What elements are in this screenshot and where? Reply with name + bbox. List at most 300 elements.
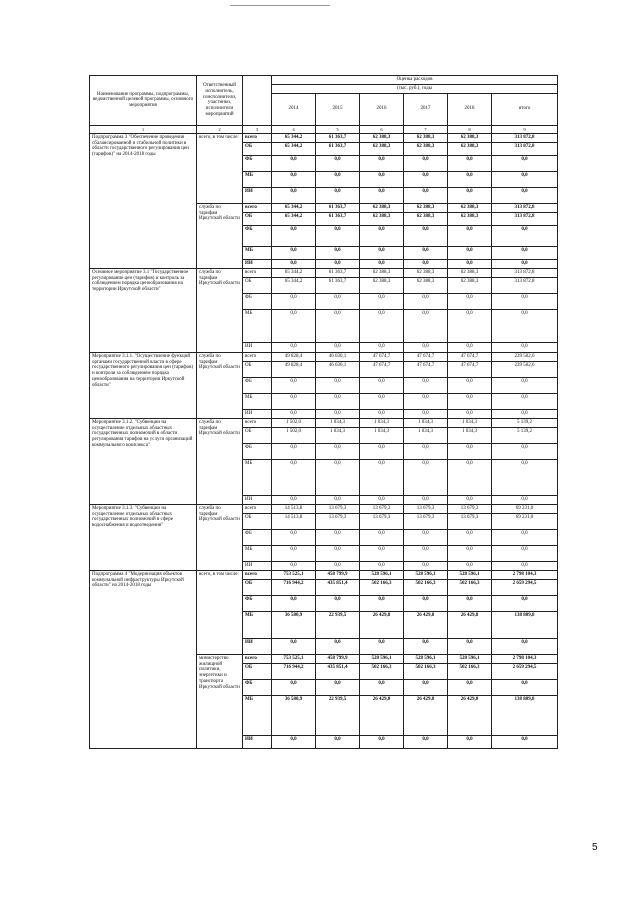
amount-cell: 0,0: [492, 309, 558, 342]
funding-source: МБ: [243, 545, 272, 561]
amount-cell: 0,0: [448, 293, 492, 309]
amount-cell: 13 679,3: [404, 504, 448, 513]
amount-cell: 62 388,3: [360, 268, 404, 277]
amount-cell: 528 596,1: [404, 570, 448, 579]
amount-cell: 0,0: [492, 377, 558, 393]
funding-source: ОБ: [243, 142, 272, 155]
program-name: Подпрограмма 3 "Обеспечение проведения сбалансированной и стабильной политики в области государственного регулирования цен (тарифов)" на 2014-2018 годы: [90, 133, 197, 268]
funding-source: всего: [243, 352, 272, 361]
amount-cell: 0,0: [316, 679, 360, 695]
header-year: 2016: [360, 93, 404, 125]
amount-cell: 0,0: [272, 679, 316, 695]
amount-cell: 47 674,7: [360, 361, 404, 377]
amount-cell: 0,0: [360, 595, 404, 611]
amount-cell: 46 630,1: [316, 352, 360, 361]
funding-source: ИИ: [243, 561, 272, 570]
amount-cell: 502 166,3: [360, 663, 404, 679]
amount-cell: 0,0: [404, 155, 448, 171]
funding-source: ИИ: [243, 342, 272, 352]
amount-cell: 26 429,8: [360, 611, 404, 638]
amount-cell: 502 166,3: [448, 579, 492, 595]
amount-cell: 0,0: [404, 679, 448, 695]
amount-cell: 47 674,7: [404, 352, 448, 361]
amount-cell: 0,0: [272, 638, 316, 654]
amount-cell: 5 139,2: [492, 427, 558, 443]
amount-cell: 0,0: [272, 342, 316, 352]
amount-cell: 13 679,3: [404, 513, 448, 529]
amount-cell: 0,0: [360, 561, 404, 570]
amount-cell: 1 034,3: [316, 427, 360, 443]
amount-cell: 0,0: [316, 187, 360, 203]
amount-cell: 0,0: [404, 309, 448, 342]
amount-cell: 239 502,6: [492, 352, 558, 361]
amount-cell: 65 344,2: [272, 142, 316, 155]
amount-cell: 313 872,8: [492, 277, 558, 293]
amount-cell: 0,0: [404, 529, 448, 545]
amount-cell: 716 944,2: [272, 579, 316, 595]
table-row: [90, 352, 558, 361]
amount-cell: 65 344,2: [272, 133, 316, 142]
amount-cell: 0,0: [404, 595, 448, 611]
amount-cell: 0,0: [272, 495, 316, 504]
amount-cell: 62 388,3: [404, 142, 448, 155]
amount-cell: 0,0: [492, 393, 558, 409]
amount-cell: 0,0: [360, 187, 404, 203]
amount-cell: 0,0: [448, 638, 492, 654]
amount-cell: 528 596,1: [404, 654, 448, 663]
amount-cell: 0,0: [404, 459, 448, 495]
amount-cell: 65 344,2: [272, 268, 316, 277]
amount-cell: 0,0: [448, 679, 492, 695]
executor: служба по тарифам Иркутской области: [197, 504, 243, 570]
header-year: 2017: [404, 93, 448, 125]
amount-cell: 0,0: [492, 171, 558, 187]
amount-cell: 0,0: [448, 155, 492, 171]
amount-cell: 716 944,2: [272, 663, 316, 679]
amount-cell: 0,0: [448, 342, 492, 352]
table-row: [90, 133, 558, 142]
amount-cell: 313 872,8: [492, 203, 558, 212]
amount-cell: 0,0: [316, 155, 360, 171]
amount-cell: 0,0: [360, 225, 404, 246]
funding-source: ФБ: [243, 155, 272, 171]
amount-cell: 61 363,7: [316, 212, 360, 225]
amount-cell: 62 388,3: [448, 142, 492, 155]
header-estimate: Оценка расходов: [272, 76, 558, 85]
amount-cell: 313 872,8: [492, 268, 558, 277]
amount-cell: 502 166,3: [404, 663, 448, 679]
amount-cell: 0,0: [492, 342, 558, 352]
amount-cell: 0,0: [360, 393, 404, 409]
amount-cell: 47 674,7: [448, 352, 492, 361]
header-executor: Ответственный исполнитель, соисполнители, участники, исполнители мероприятий: [197, 76, 243, 126]
amount-cell: 0,0: [492, 679, 558, 695]
amount-cell: 0,0: [492, 638, 558, 654]
funding-source: ФБ: [243, 293, 272, 309]
amount-cell: 0,0: [272, 259, 316, 268]
amount-cell: 0,0: [316, 459, 360, 495]
amount-cell: 0,0: [316, 309, 360, 342]
amount-cell: 0,0: [360, 459, 404, 495]
executor: служба по тарифам Иркутской области: [197, 418, 243, 504]
amount-cell: 0,0: [492, 443, 558, 459]
funding-source: МБ: [243, 459, 272, 495]
page-number: 5: [592, 842, 598, 853]
column-index: 2: [197, 125, 243, 133]
amount-cell: 13 679,3: [316, 513, 360, 529]
executor: служба по тарифам Иркутской области: [197, 352, 243, 418]
amount-cell: 2 659 294,5: [492, 579, 558, 595]
amount-cell: 0,0: [272, 595, 316, 611]
amount-cell: 0,0: [448, 735, 492, 748]
amount-cell: 0,0: [448, 393, 492, 409]
amount-cell: 2 798 104,3: [492, 654, 558, 663]
funding-source: ИИ: [243, 735, 272, 748]
amount-cell: 0,0: [492, 409, 558, 418]
funding-source: всего: [243, 654, 272, 663]
funding-source: ОБ: [243, 212, 272, 225]
amount-cell: 0,0: [448, 246, 492, 259]
funding-source: ОБ: [243, 513, 272, 529]
amount-cell: 0,0: [360, 529, 404, 545]
amount-cell: 0,0: [316, 259, 360, 268]
amount-cell: 528 596,1: [448, 654, 492, 663]
amount-cell: 0,0: [316, 342, 360, 352]
amount-cell: 0,0: [360, 342, 404, 352]
amount-cell: 26 429,8: [404, 611, 448, 638]
amount-cell: 49 828,4: [272, 361, 316, 377]
amount-cell: 0,0: [316, 293, 360, 309]
funding-source: всего: [243, 268, 272, 277]
funding-source: МБ: [243, 171, 272, 187]
header-name: Наименование программы, подпрограммы, ведомственной целевой программы, основного мероприятия: [90, 76, 197, 126]
amount-cell: 61 363,7: [316, 277, 360, 293]
amount-cell: 65 344,2: [272, 203, 316, 212]
amount-cell: 0,0: [448, 495, 492, 504]
amount-cell: 0,0: [272, 459, 316, 495]
amount-cell: 313 872,8: [492, 133, 558, 142]
amount-cell: 0,0: [448, 545, 492, 561]
amount-cell: 0,0: [448, 561, 492, 570]
amount-cell: 0,0: [404, 171, 448, 187]
amount-cell: 0,0: [360, 443, 404, 459]
funding-source: всего: [243, 504, 272, 513]
amount-cell: 0,0: [360, 293, 404, 309]
funding-source: МБ: [243, 695, 272, 735]
amount-cell: 0,0: [360, 638, 404, 654]
amount-cell: 0,0: [360, 409, 404, 418]
executor: министерство жилищной политики, энергетики и транспорта Иркутской области: [197, 654, 243, 748]
amount-cell: 0,0: [316, 409, 360, 418]
amount-cell: 0,0: [360, 171, 404, 187]
amount-cell: 0,0: [360, 377, 404, 393]
amount-cell: 0,0: [404, 495, 448, 504]
amount-cell: 0,0: [316, 638, 360, 654]
amount-cell: 0,0: [404, 638, 448, 654]
amount-cell: 26 429,8: [404, 695, 448, 735]
amount-cell: 528 596,1: [360, 570, 404, 579]
amount-cell: 0,0: [272, 529, 316, 545]
executor: служба по тарифам Иркутской области: [197, 268, 243, 352]
funding-source: МБ: [243, 611, 272, 638]
executor: служба по тарифам Иркутской области: [197, 203, 243, 268]
header-units: (тыс. руб.), годы: [272, 84, 558, 93]
amount-cell: 62 388,3: [448, 268, 492, 277]
amount-cell: 502 166,3: [448, 663, 492, 679]
amount-cell: 1 034,3: [404, 418, 448, 427]
executor: всего, в том числе:: [197, 570, 243, 654]
amount-cell: 0,0: [404, 293, 448, 309]
column-index: 8: [448, 125, 492, 133]
amount-cell: 0,0: [448, 171, 492, 187]
amount-cell: 0,0: [360, 735, 404, 748]
amount-cell: 14 513,8: [272, 513, 316, 529]
table-row: [90, 504, 558, 513]
funding-source: ИИ: [243, 187, 272, 203]
table-row: [90, 418, 558, 427]
amount-cell: 62 388,3: [404, 133, 448, 142]
amount-cell: 0,0: [272, 377, 316, 393]
amount-cell: 62 388,3: [404, 268, 448, 277]
amount-cell: 0,0: [492, 495, 558, 504]
amount-cell: 13 679,3: [316, 504, 360, 513]
amount-cell: 49 828,4: [272, 352, 316, 361]
amount-cell: 0,0: [272, 443, 316, 459]
amount-cell: 0,0: [316, 377, 360, 393]
amount-cell: 26 429,8: [360, 695, 404, 735]
amount-cell: 0,0: [492, 246, 558, 259]
header-blank: [243, 76, 272, 126]
amount-cell: 13 679,3: [448, 513, 492, 529]
amount-cell: 62 388,3: [404, 203, 448, 212]
amount-cell: 0,0: [272, 393, 316, 409]
amount-cell: 0,0: [272, 735, 316, 748]
amount-cell: 0,0: [404, 246, 448, 259]
amount-cell: 36 580,9: [272, 695, 316, 735]
amount-cell: 22 939,5: [316, 611, 360, 638]
amount-cell: 0,0: [448, 529, 492, 545]
amount-cell: 62 388,3: [404, 277, 448, 293]
table-row: [90, 268, 558, 277]
amount-cell: 138 809,8: [492, 695, 558, 735]
top-rule: [230, 5, 330, 6]
funding-source: ФБ: [243, 595, 272, 611]
budget-table: [89, 75, 558, 749]
header-year: 2015: [316, 93, 360, 125]
amount-cell: 0,0: [316, 393, 360, 409]
funding-source: ФБ: [243, 679, 272, 695]
amount-cell: 313 872,8: [492, 142, 558, 155]
amount-cell: 313 872,8: [492, 212, 558, 225]
amount-cell: 1 034,3: [448, 418, 492, 427]
amount-cell: 0,0: [492, 225, 558, 246]
amount-cell: 0,0: [492, 459, 558, 495]
program-name: Мероприятие 3.1.1. "Осуществление функций органами государственной власти в сфере государственного регулирования цен (тарифов) и контроля за соблюдением порядка ценообразования на территории Иркутской области": [90, 352, 197, 418]
amount-cell: 0,0: [404, 377, 448, 393]
amount-cell: 5 139,2: [492, 418, 558, 427]
amount-cell: 69 231,0: [492, 513, 558, 529]
amount-cell: 26 429,8: [448, 695, 492, 735]
header-year: 2014: [272, 93, 316, 125]
amount-cell: 2 798 104,3: [492, 570, 558, 579]
amount-cell: 0,0: [272, 171, 316, 187]
amount-cell: 0,0: [448, 309, 492, 342]
program-name: Подпрограмма 4 "Модернизация объектов коммунальной инфраструктуры Иркутской области" на 2014-2018 годы: [90, 570, 197, 748]
funding-source: всего: [243, 418, 272, 427]
amount-cell: 0,0: [448, 259, 492, 268]
amount-cell: 0,0: [316, 595, 360, 611]
amount-cell: 502 166,3: [360, 579, 404, 595]
funding-source: ИИ: [243, 259, 272, 268]
amount-cell: 0,0: [448, 225, 492, 246]
amount-cell: 62 388,3: [360, 142, 404, 155]
amount-cell: 62 388,3: [448, 133, 492, 142]
funding-source: ИИ: [243, 495, 272, 504]
amount-cell: 0,0: [404, 393, 448, 409]
amount-cell: 0,0: [448, 595, 492, 611]
amount-cell: 13 679,3: [360, 504, 404, 513]
amount-cell: 61 363,7: [316, 142, 360, 155]
funding-source: всего: [243, 203, 272, 212]
amount-cell: 0,0: [316, 545, 360, 561]
funding-source: ИИ: [243, 409, 272, 418]
amount-cell: 0,0: [448, 459, 492, 495]
amount-cell: 0,0: [404, 443, 448, 459]
amount-cell: 65 344,2: [272, 277, 316, 293]
funding-source: ОБ: [243, 277, 272, 293]
funding-source: ОБ: [243, 361, 272, 377]
amount-cell: 13 679,3: [448, 504, 492, 513]
amount-cell: 0,0: [272, 545, 316, 561]
amount-cell: 47 674,7: [448, 361, 492, 377]
amount-cell: 47 674,7: [404, 361, 448, 377]
funding-source: МБ: [243, 246, 272, 259]
funding-source: всего: [243, 570, 272, 579]
amount-cell: 0,0: [316, 495, 360, 504]
program-name: Основное мероприятие 3.1 "Государственное регулирование цен (тарифов) и контроль за соблюдением порядка ценообразования на территории Иркутской области": [90, 268, 197, 352]
funding-source: ИИ: [243, 638, 272, 654]
amount-cell: 0,0: [492, 259, 558, 268]
amount-cell: 1 034,3: [360, 418, 404, 427]
amount-cell: 0,0: [272, 309, 316, 342]
funding-source: МБ: [243, 393, 272, 409]
amount-cell: 528 596,1: [360, 654, 404, 663]
amount-cell: 0,0: [448, 377, 492, 393]
amount-cell: 0,0: [404, 561, 448, 570]
amount-cell: 62 388,3: [360, 133, 404, 142]
header-year: 2018: [448, 93, 492, 125]
column-index-row: [90, 125, 558, 133]
amount-cell: 61 363,7: [316, 268, 360, 277]
amount-cell: 1 034,3: [404, 427, 448, 443]
column-index: 6: [360, 125, 404, 133]
amount-cell: 0,0: [492, 529, 558, 545]
amount-cell: 0,0: [360, 246, 404, 259]
amount-cell: 62 388,3: [360, 277, 404, 293]
amount-cell: 61 363,7: [316, 133, 360, 142]
amount-cell: 0,0: [448, 443, 492, 459]
amount-cell: 1 034,3: [448, 427, 492, 443]
amount-cell: 62 388,3: [448, 212, 492, 225]
amount-cell: 0,0: [272, 293, 316, 309]
funding-source: ОБ: [243, 579, 272, 595]
amount-cell: 0,0: [404, 545, 448, 561]
amount-cell: 14 513,8: [272, 504, 316, 513]
amount-cell: 0,0: [492, 545, 558, 561]
amount-cell: 62 388,3: [448, 203, 492, 212]
amount-cell: 62 388,3: [404, 212, 448, 225]
amount-cell: 62 388,3: [360, 212, 404, 225]
funding-source: МБ: [243, 309, 272, 342]
amount-cell: 0,0: [404, 735, 448, 748]
amount-cell: 36 580,9: [272, 611, 316, 638]
header-year: итого: [492, 93, 558, 125]
amount-cell: 0,0: [492, 595, 558, 611]
column-index: 4: [272, 125, 316, 133]
amount-cell: 0,0: [404, 187, 448, 203]
amount-cell: 0,0: [404, 225, 448, 246]
amount-cell: 0,0: [360, 309, 404, 342]
amount-cell: 0,0: [492, 187, 558, 203]
amount-cell: 0,0: [448, 187, 492, 203]
amount-cell: 1 502,0: [272, 418, 316, 427]
amount-cell: 138 809,8: [492, 611, 558, 638]
amount-cell: 528 596,1: [448, 570, 492, 579]
amount-cell: 0,0: [316, 171, 360, 187]
amount-cell: 46 630,1: [316, 361, 360, 377]
column-index: 9: [492, 125, 558, 133]
amount-cell: 61 363,7: [316, 203, 360, 212]
amount-cell: 239 502,6: [492, 361, 558, 377]
amount-cell: 0,0: [492, 735, 558, 748]
column-index: 5: [316, 125, 360, 133]
table-row: [90, 570, 558, 579]
amount-cell: 0,0: [272, 225, 316, 246]
funding-source: ФБ: [243, 443, 272, 459]
funding-source: ОБ: [243, 663, 272, 679]
amount-cell: 458 799,9: [316, 654, 360, 663]
amount-cell: 0,0: [404, 342, 448, 352]
amount-cell: 13 679,3: [360, 513, 404, 529]
program-name: Мероприятие 3.1.2. "Субвенции на осуществление отдельных областных государственных полномочий в области регулирования тарифов на услуги организаций коммунального комплекса": [90, 418, 197, 504]
amount-cell: 62 388,3: [448, 277, 492, 293]
amount-cell: 435 851,4: [316, 579, 360, 595]
funding-source: ФБ: [243, 377, 272, 393]
amount-cell: 0,0: [272, 155, 316, 171]
amount-cell: 1 502,0: [272, 427, 316, 443]
amount-cell: 0,0: [272, 187, 316, 203]
amount-cell: 0,0: [316, 529, 360, 545]
amount-cell: 0,0: [448, 409, 492, 418]
column-index: 1: [90, 125, 197, 133]
amount-cell: 22 939,5: [316, 695, 360, 735]
column-index: 3: [243, 125, 272, 133]
amount-cell: 69 231,0: [492, 504, 558, 513]
amount-cell: 0,0: [492, 155, 558, 171]
amount-cell: 0,0: [272, 409, 316, 418]
program-name: Мероприятие 3.1.3. "Субвенции на осуществление отдельных областных государственных полномочий в сфере водоснабжения и водоотведения": [90, 504, 197, 570]
amount-cell: 0,0: [316, 225, 360, 246]
amount-cell: 0,0: [360, 155, 404, 171]
amount-cell: 502 166,3: [404, 579, 448, 595]
funding-source: всего: [243, 133, 272, 142]
amount-cell: 47 674,7: [360, 352, 404, 361]
amount-cell: 0,0: [404, 409, 448, 418]
amount-cell: 458 799,9: [316, 570, 360, 579]
amount-cell: 0,0: [360, 495, 404, 504]
amount-cell: 435 851,4: [316, 663, 360, 679]
amount-cell: 0,0: [272, 246, 316, 259]
